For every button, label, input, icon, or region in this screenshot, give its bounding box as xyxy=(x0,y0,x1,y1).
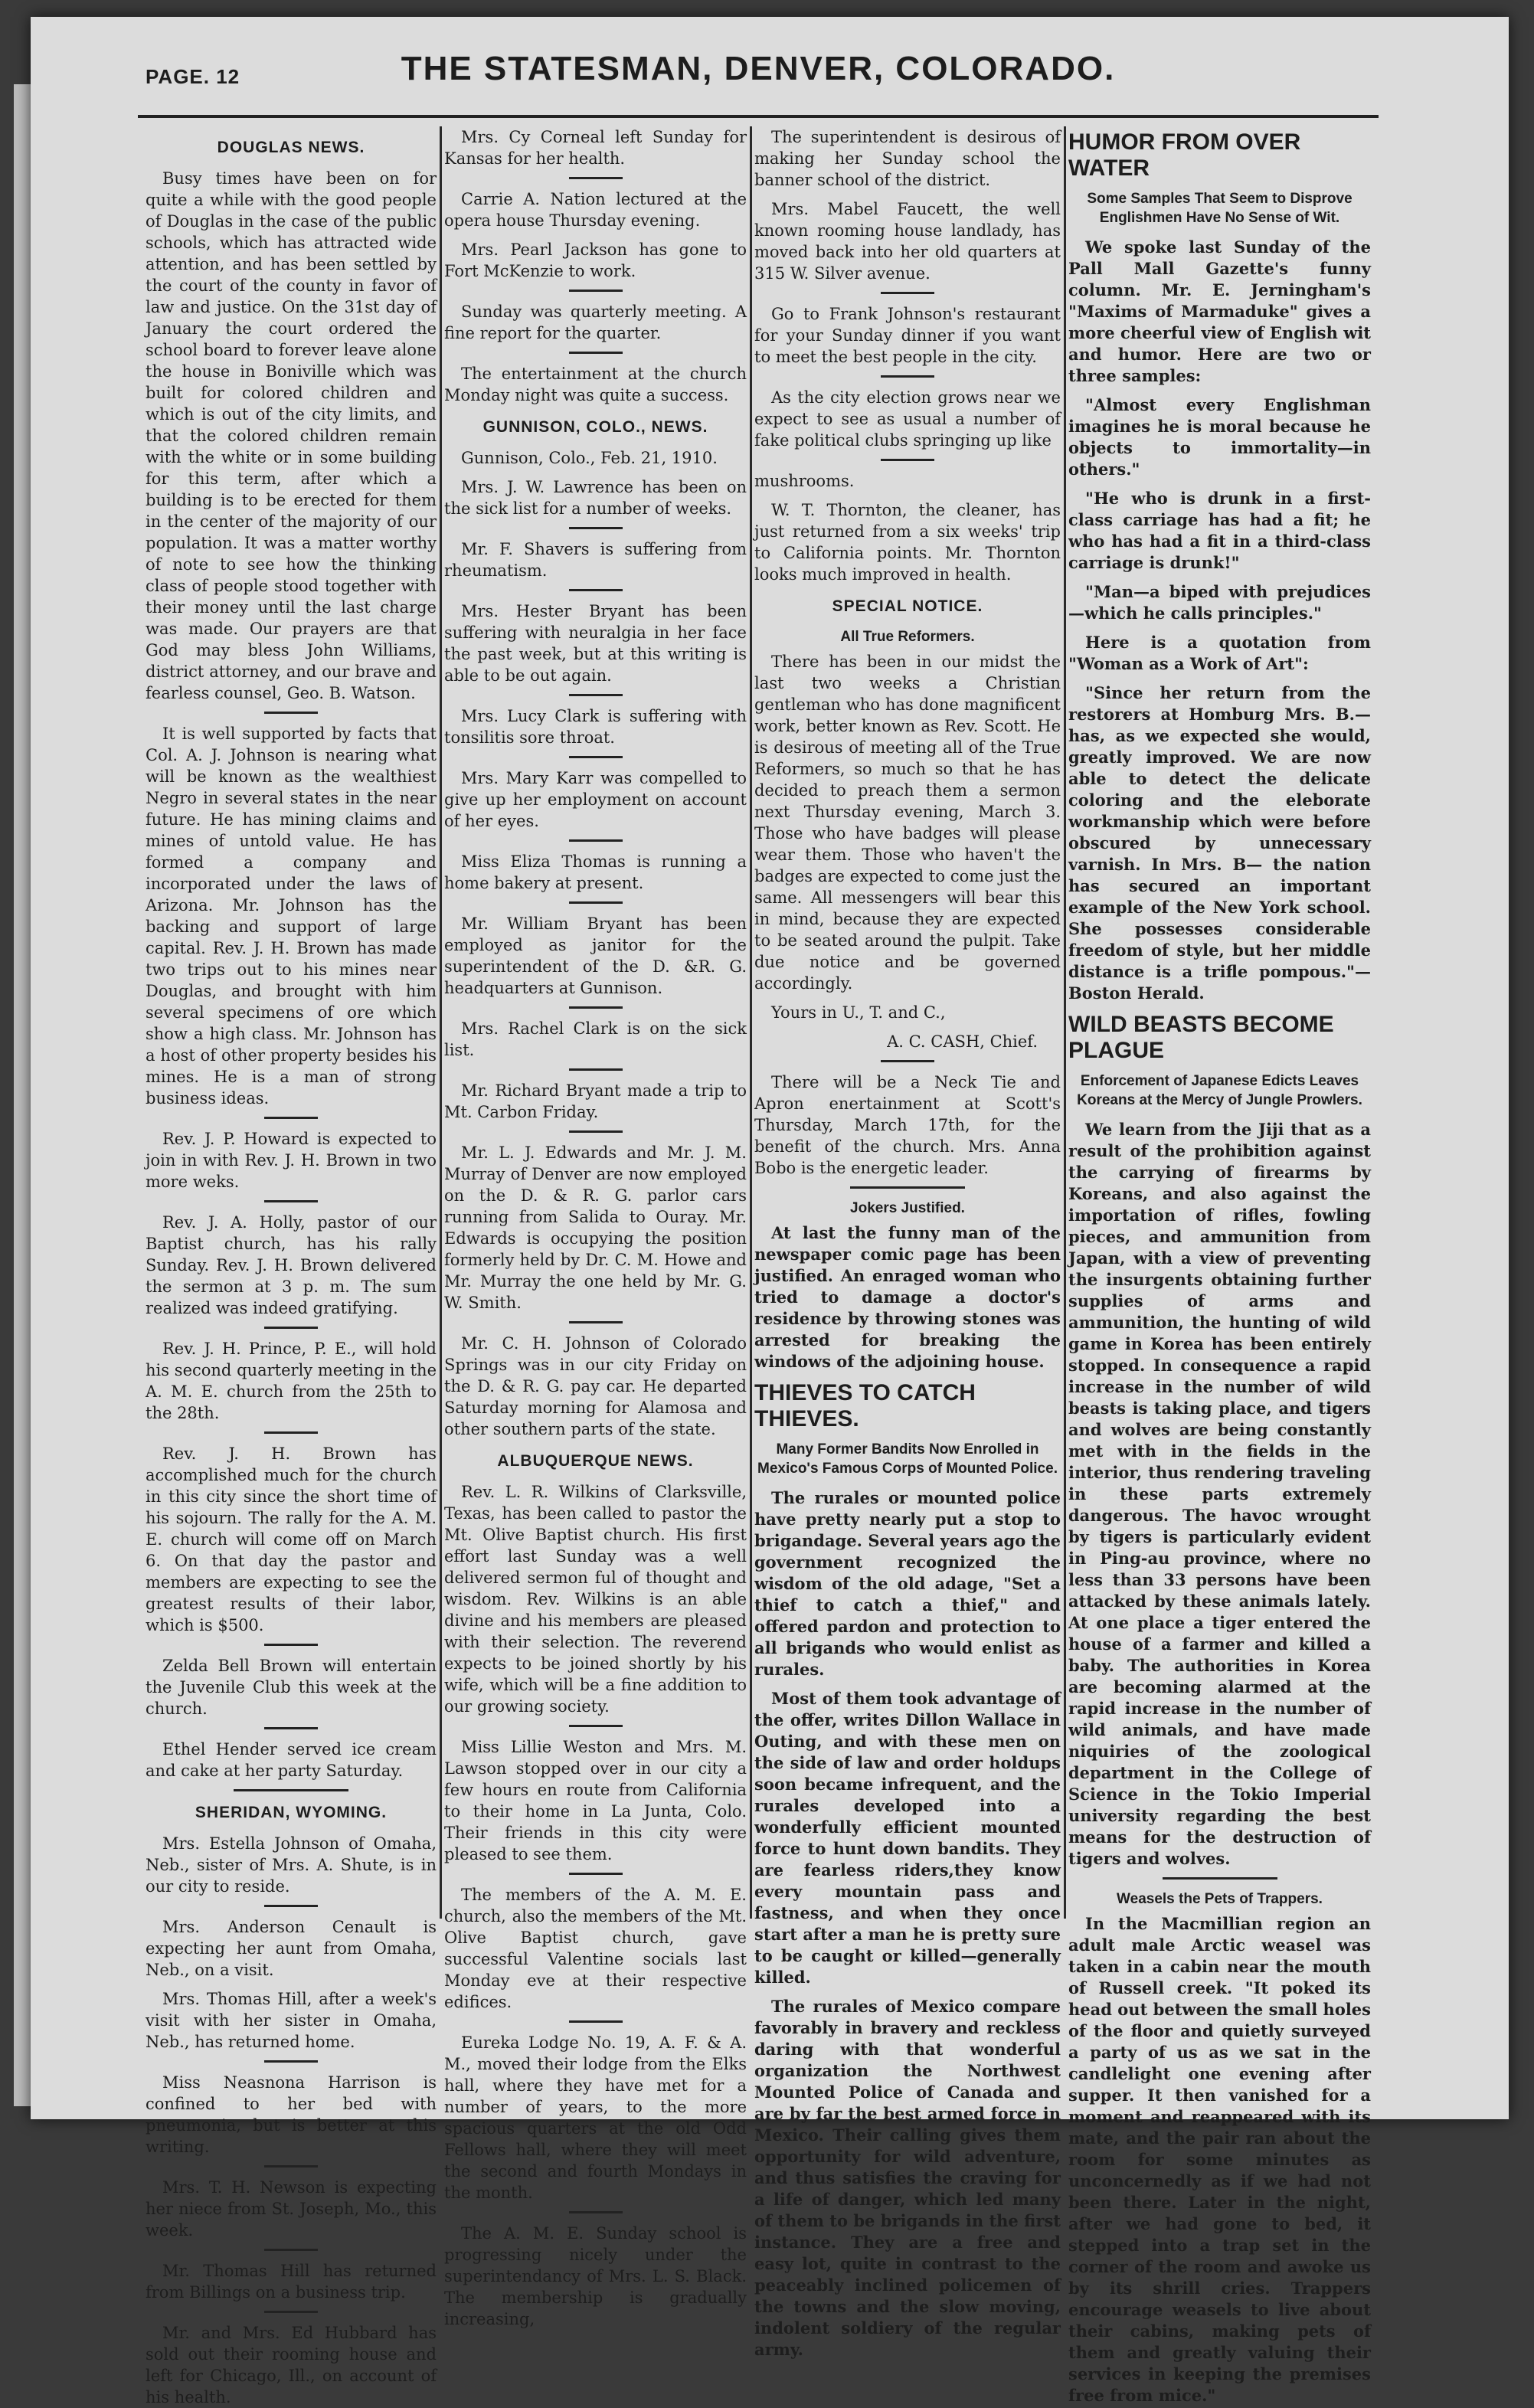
separator xyxy=(569,694,623,696)
article-paragraph: Mrs. T. H. Newson is expecting her niece from St. Joseph, Mo., this week. xyxy=(146,2178,437,2240)
article-paragraph: In the Macmillian region an adult male Arctic weasel was taken in a cabin near the mouth of Russell creek. "It poked its head out between the small holes of the floor and quietly surveyed a party of us as we sat in the candlelight one evening after supper. It then vanished for a moment and reappeared with its mate, and the pair ran about the room for some minutes as unconcernedly as if we had not been there. Later in the night, after we had gone to bed, it stepped into a trap set in the corner of the room and awoke us by its shrill cries. Trappers encourage weasels to live about their cabins, making pets of them and greatly valuing their services in keeping the premises free from mice." xyxy=(1068,1914,1371,2405)
separator xyxy=(264,2060,318,2063)
article-paragraph: Mr. Richard Bryant made a trip to Mt. Carbon Friday. xyxy=(444,1081,747,1121)
separator xyxy=(264,1431,318,1434)
article-paragraph: "Man—a biped with prejudices—which he calls principles." xyxy=(1068,582,1371,623)
article-paragraph: We spoke last Sunday of the Pall Mall Gazette's funny column. Mr. E. Jerningham's "Maxims of Marmaduke" gives a more cheerful view of English wit and humor. Here are two or three samples: xyxy=(1068,237,1371,385)
separator xyxy=(569,2020,623,2023)
subheadline-mounted-police: Many Former Bandits Now Enrolled in Mexico's Famous Corps of Mounted Police. xyxy=(757,1441,1058,1477)
article-paragraph: Mr. C. H. Johnson of Colorado Springs was in our city Friday on the D. & R. G. pay car. He departed Saturday morning for Alamosa and other southern parts of the state. xyxy=(444,1334,747,1438)
column-rule xyxy=(750,126,752,1919)
subheadline-englishmen-wit: Some Samples That Seem to Disprove Englishmen Have No Sense of Wit. xyxy=(1087,191,1352,226)
separator xyxy=(264,1727,318,1729)
article-paragraph: Mrs. Thomas Hill, after a week's visit with her sister in Omaha, Neb., has returned home. xyxy=(146,1990,437,2051)
column-2 xyxy=(444,126,747,2328)
page-number: PAGE. 12 xyxy=(146,65,240,88)
article-paragraph: As the city election grows near we expect to see as usual a number of fake political clubs springing up like xyxy=(754,388,1061,450)
headline-sheridan-wyoming: SHERIDAN, WYOMING. xyxy=(195,1804,388,1821)
section-separator xyxy=(1163,1877,1277,1880)
column-rule xyxy=(440,126,442,1919)
separator xyxy=(569,1130,623,1133)
separator xyxy=(881,292,934,294)
separator xyxy=(569,1873,623,1875)
separator xyxy=(569,177,623,179)
article-paragraph: Mrs. Lucy Clark is suffering with tonsilitis sore throat. xyxy=(444,707,747,747)
article-paragraph: At last the funny man of the newspaper comic page has been justified. An enraged woman who tried to damage a doctor's residence by throwing stones was arrested for breaking the windows of the adjoining house. xyxy=(754,1223,1061,1371)
article-paragraph: Busy times have been on for quite a while with the good people of Douglas in the case of the public schools, which has attracted wide attention, and has been settled by the court of the county in favor of law and justice. On the 31st day of January the court ordered the school board to forever leave alone the house in Boniville which was built for colored children and which is out of the city limits, and that the colored children remain with the white or in some building for this term, after which a building is to be erected for them in the center of the majority of our population. It was a matter worthy of note to see how the thinking class of people stood together with their money until the last charge was made. Our prayers are that God may bless John Williams, district attorney, and our brave and fearless counsel, Geo. B. Watson. xyxy=(146,169,437,702)
article-paragraph: Rev. J. H. Prince, P. E., will hold his second quarterly meeting in the A. M. E. church from the 25th to the 28th. xyxy=(146,1340,437,1422)
separator xyxy=(264,2311,318,2313)
separator xyxy=(264,712,318,714)
article-paragraph: Rev. J. H. Brown has accomplished much for the church in this city since the short time of his sojourn. The rally for the A. M. E. church will come off on March 6. On that day the pastor and members are expecting to see the greatest results of their labor, which is $500. xyxy=(146,1444,437,1634)
separator xyxy=(264,1905,318,1907)
dateline: Gunnison, Colo., Feb. 21, 1910. xyxy=(461,449,718,467)
article-paragraph: Zelda Bell Brown will entertain the Juvenile Club this week at the church. xyxy=(146,1657,437,1718)
section-separator xyxy=(850,1186,965,1189)
separator xyxy=(569,352,623,354)
article-paragraph: The superintendent is desirous of making her Sunday school the banner school of the district. xyxy=(754,128,1061,189)
separator xyxy=(569,290,623,292)
article-paragraph: Eureka Lodge No. 19, A. F. & A. M., moved their lodge from the Elks hall, where they have met for a number of years, to the more spacious quarters at the old Odd Fellows hall, where they will meet the second and fourth Mondays in the month. xyxy=(444,2033,747,2202)
article-paragraph: The rurales of Mexico compare favorably in bravery and reckless daring with that wonderful organization the Northwest Mounted Police of Canada and are by far the best armed force in Mexico. Their calling gives them opportunity for wild adventure, and thus satisfies the craving for a life of danger, which led many of them to be brigands in the first instance. They are a free and easy lot, quite in contrast to the peaceably inclined policemen of the towns and the slow moving, indolent soldiery of the regular army. xyxy=(754,1997,1061,2359)
article-paragraph: Mrs. J. W. Lawrence has been on the sick list for a number of weeks. xyxy=(444,478,747,518)
article-paragraph: Miss Lillie Weston and Mrs. M. Lawson stopped over in our city a few hours en route from California to their home in La Junta, Colo. Their friends in this city were pleased to see them. xyxy=(444,1738,747,1863)
article-paragraph: Ethel Hender served ice cream and cake at her party Saturday. xyxy=(146,1740,437,1780)
article-paragraph: The entertainment at the church Monday night was quite a success. xyxy=(444,365,747,404)
separator xyxy=(881,459,934,461)
article-paragraph: Carrie A. Nation lectured at the opera house Thursday evening. xyxy=(444,190,747,230)
article-paragraph: Mrs. Estella Johnson of Omaha, Neb., sister of Mrs. A. Shute, is in our city to reside. xyxy=(146,1834,437,1896)
article-paragraph: Most of them took advantage of the offer, writes Dillon Wallace in Outing, and with these men on the side of law and order holdups soon became infrequent, and the rurales developed into a wonderfully efficient mounted force to hunt down bandits. They are fearless riders,they know every mountain pass and fastness, and when they once start after a man he is pretty sure to be caught or killed—generally killed. xyxy=(754,1689,1061,1987)
headline-thieves-to-catch-thieves: THIEVES TO CATCH THIEVES. xyxy=(754,1380,976,1431)
separator xyxy=(569,901,623,904)
separator xyxy=(569,839,623,842)
separator xyxy=(881,1060,934,1062)
article-paragraph: Mrs. Mabel Faucett, the well known rooming house landlady, has moved back into her old quarters at 315 W. Silver avenue. xyxy=(754,200,1061,283)
article-paragraph: mushrooms. xyxy=(754,472,855,490)
article-paragraph: "Since her return from the restorers at Homburg Mrs. B.—has, as we expected she would, greatly improved. We are now able to detect the delicate coloring and the eleborate workmanship which were before obscured by unnecessary varnish. In Mrs. B— the nation has secured an important example of the New York school. She possesses considerable freedom of style, but her middle distance is a trifle pompous."—Boston Herald. xyxy=(1068,683,1371,1003)
article-paragraph: Mr. and Mrs. Ed Hubbard has sold out their rooming house and left for Chicago, Ill., on account of his health. xyxy=(146,2324,437,2406)
masthead-rule xyxy=(138,115,1379,118)
headline-weasels-pets-of-trappers: Weasels the Pets of Trappers. xyxy=(1117,1891,1323,1907)
headline-humor-from-over-water: HUMOR FROM OVER WATER xyxy=(1068,129,1301,181)
headline-jokers-justified: Jokers Justified. xyxy=(850,1200,965,1216)
separator xyxy=(264,1644,318,1646)
subheadline-japanese-edicts: Enforcement of Japanese Edicts Leaves Koreans at the Mercy of Jungle Prowlers. xyxy=(1077,1073,1362,1108)
separator xyxy=(264,1200,318,1202)
newspaper-title: THE STATESMAN, DENVER, COLORADO. xyxy=(401,50,1116,87)
separator xyxy=(881,375,934,378)
article-paragraph: Miss Eliza Thomas is running a home bakery at present. xyxy=(444,852,747,892)
article-paragraph: We learn from the Jiji that as a result of the prohibition against the carrying of firearms by Koreans, and also against the importation of rifles, fowling pieces, and ammunition from Japan, with a view of preventing the insurgents obtaining further supplies of arms and ammunition, the hunting of wild game in Korea has been entirely stopped. In consequence a rapid increase in the number of wild beasts is taking place, and tigers and wolves are being constantly met with in the fields in the interior, thus rendering traveling in these parts extremely dangerous. The havoc wrought by tigers is particularly evident in Ping-au province, where no less than 33 persons have been attacked by these animals lately. At one place a tiger entered the house of a farmer and killed a baby. The authorities in Korea are becoming alarmed at the rapid increase in the number of wild animals, and have made niquiries of the zoological department in the College of Science in the Tokio Imperial university regarding the best means for the destruction of tigers and wolves. xyxy=(1068,1120,1371,1868)
article-paragraph: Mrs. Anderson Cenault is expecting her aunt from Omaha, Neb., on a visit. xyxy=(146,1918,437,1979)
article-paragraph: Mr. L. J. Edwards and Mr. J. M. Murray of Denver are now employed on the D. & R. G. parlor cars running from Salida to Ouray. Mr. Edwards is occupying the position formerly held by Dr. C. M. Howe and Mr. Murray the one held by Mr. G. W. Smith. xyxy=(444,1143,747,1312)
separator xyxy=(264,2249,318,2251)
headline-douglas-news: DOUGLAS NEWS. xyxy=(217,139,365,156)
headline-wild-beasts-become-plague: WILD BEASTS BECOME PLAGUE xyxy=(1068,1012,1334,1063)
article-paragraph: Here is a quotation from "Woman as a Work of Art": xyxy=(1068,633,1371,673)
article-paragraph: Miss Neasnona Harrison is confined to her bed with pneumonia, but is better at this writing. xyxy=(146,2073,437,2156)
article-paragraph: Mrs. Mary Karr was compelled to give up her employment on account of her eyes. xyxy=(444,769,747,830)
article-paragraph: "Almost every Englishman imagines he is moral because he objects to immortality—in others." xyxy=(1068,395,1371,479)
separator xyxy=(569,1725,623,1727)
masthead xyxy=(146,42,1371,134)
article-paragraph: There will be a Neck Tie and Apron enertainment at Scott's Thursday, March 17th, for the benefit of the church. Mrs. Anna Bobo is the energetic leader. xyxy=(754,1073,1061,1177)
article-paragraph: There has been in our midst the last two weeks a Christian gentleman who has done magnificent work, better known as Rev. Scott. He is desirous of meeting all of the True Reformers, so much so that he has decided to preach them a sermon next Thursday evening, March 3. Those who have badges will please wear them. Those who haven't the badges are expected to come just the same. All messengers will bear this in mind, because they are expected to be seated around the pulpit. Take due notice and be governed accordingly. xyxy=(754,653,1061,993)
article-paragraph: Yours in U., T. and C., xyxy=(771,1003,946,1022)
article-paragraph: The A. M. E. Sunday school is progressing nicely under the superintendancy of Mrs. L. S. Black. The membership is gradually increasing, xyxy=(444,2224,747,2328)
article-paragraph: Mrs. Rachel Clark is on the sick list. xyxy=(444,1019,747,1059)
separator xyxy=(264,1327,318,1329)
article-paragraph: The rurales or mounted police have pretty nearly put a stop to brigandage. Several years ago the government recognized the wisdom of the old adage, "Set a thief to catch a thief," and offered pardon and protection to all brigands who would enlist as rurales. xyxy=(754,1488,1061,1679)
column-rule xyxy=(1064,126,1066,1919)
separator xyxy=(569,2211,623,2213)
separator xyxy=(569,1068,623,1071)
headline-albuquerque-news: ALBUQUERQUE NEWS. xyxy=(497,1452,694,1470)
column-1 xyxy=(146,126,437,2406)
article-paragraph: Mr. F. Shavers is suffering from rheumatism. xyxy=(444,540,747,580)
signature-line: A. C. CASH, Chief. xyxy=(887,1032,1038,1051)
article-paragraph: Rev. L. R. Wilkins of Clarksville, Texas, has been called to pastor the Mt. Olive Baptist church. His first effort last Sunday was a well delivered sermon ful of thought and wisdom. Rev. Wilkins is an able divine and his members are pleased with their selection. The reverend expects to be joined shortly by his wife, which will be a fine addition to our growing society. xyxy=(444,1483,747,1716)
article-paragraph: Rev. J. P. Howard is expected to join in with Rev. J. H. Brown in two more weks. xyxy=(146,1130,437,1191)
column-3 xyxy=(754,126,1061,2359)
article-paragraph: It is well supported by facts that Col. A. J. Johnson is nearing what will be known as the wealthiest Negro in several states in the near future. He has mining claims and mines of untold value. He has formed a company and incorporated under the laws of Arizona. Mr. Johnson has the backing and support of large capital. Rev. J. H. Brown has made two trips out to his mines near Douglas, and brought with him several specimens of ore which show a high class. Mr. Johnson has a host of other property besides his mines. He is a man of strong business ideas. xyxy=(146,725,437,1107)
separator xyxy=(569,589,623,591)
article-paragraph: Sunday was quarterly meeting. A fine report for the quarter. xyxy=(444,303,747,342)
separator xyxy=(569,1321,623,1323)
subheadline-true-reformers: All True Reformers. xyxy=(840,629,975,645)
headline-gunnison-news: GUNNISON, COLO., NEWS. xyxy=(482,418,708,436)
article-paragraph: Mrs. Pearl Jackson has gone to Fort McKenzie to work. xyxy=(444,240,747,280)
headline-special-notice: SPECIAL NOTICE. xyxy=(832,597,983,615)
article-paragraph: Go to Frank Johnson's restaurant for your Sunday dinner if you want to meet the best people in the city. xyxy=(754,305,1061,366)
article-paragraph: "He who is drunk in a first-class carriage has had a fit; he who has had a fit in a third-class carriage is drunk!" xyxy=(1068,489,1371,572)
separator xyxy=(264,1117,318,1119)
separator xyxy=(569,527,623,529)
article-paragraph: Mr. William Bryant has been employed as janitor for the superintendent of the D. &R. G. headquarters at Gunnison. xyxy=(444,914,747,997)
article-paragraph: Mrs. Cy Corneal left Sunday for Kansas for her health. xyxy=(444,128,747,168)
article-paragraph: Mrs. Hester Bryant has been suffering with neuralgia in her face the past week, but at this writing is able to be out again. xyxy=(444,602,747,685)
separator xyxy=(569,1006,623,1009)
article-paragraph: W. T. Thornton, the cleaner, has just returned from a six weeks' trip to California points. Mr. Thornton looks much improved in health. xyxy=(754,501,1061,584)
section-separator xyxy=(234,1789,348,1791)
column-4 xyxy=(1068,126,1371,2405)
separator xyxy=(569,756,623,758)
article-paragraph: Rev. J. A. Holly, pastor of our Baptist church, has his rally Sunday. Rev. J. H. Brown delivered the sermon at 3 p. m. The sum realized was indeed gratifying. xyxy=(146,1213,437,1317)
article-paragraph: The members of the A. M. E. church, also the members of the Mt. Olive Baptist church, gave successful Valentine socials last Monday eve at their respective edifices. xyxy=(444,1886,747,2011)
article-paragraph: Mr. Thomas Hill has returned from Billings on a business trip. xyxy=(146,2262,437,2302)
separator xyxy=(264,2165,318,2168)
